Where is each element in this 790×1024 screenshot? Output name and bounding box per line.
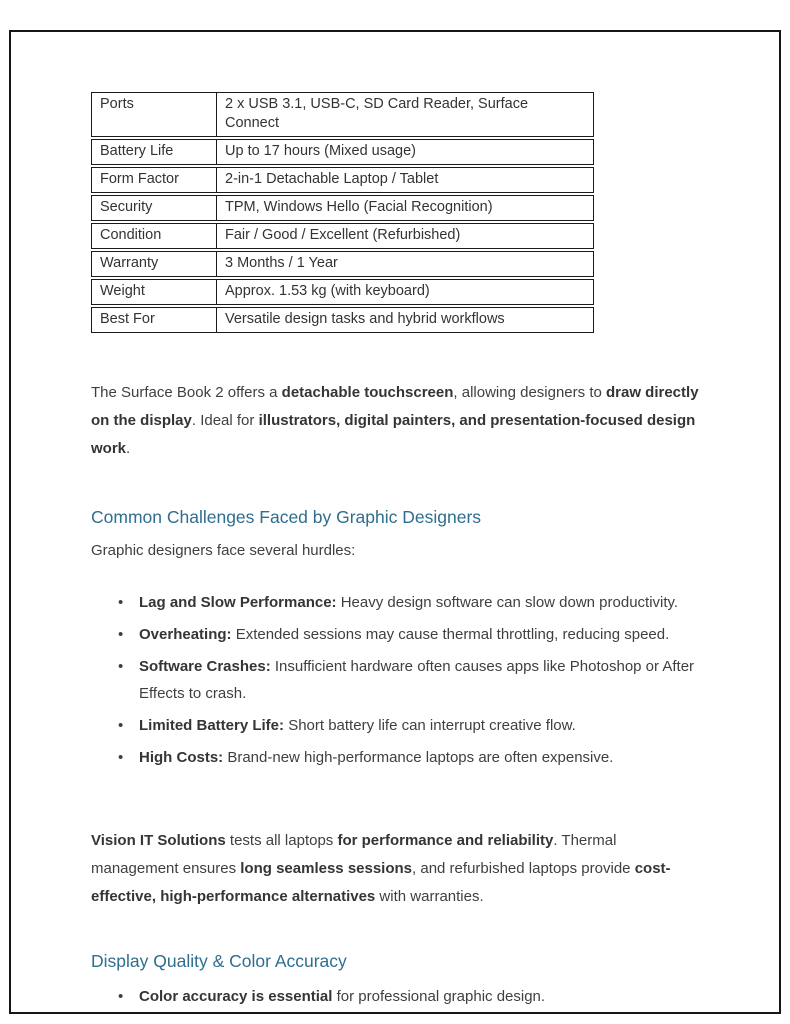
spec-value: Approx. 1.53 kg (with keyboard) xyxy=(217,279,594,305)
plain-text: Short battery life can interrupt creative flow. xyxy=(288,717,576,734)
spec-row xyxy=(91,167,594,193)
bullet-item xyxy=(139,653,699,707)
bullet-item xyxy=(139,712,699,739)
bold-text: Color accuracy is essential xyxy=(139,988,333,1005)
bold-text: long seamless sessions xyxy=(240,860,413,877)
bullet-item xyxy=(139,589,699,616)
spec-row xyxy=(91,92,594,137)
display-list xyxy=(91,983,699,1010)
display-heading: Display Quality & Color Accuracy xyxy=(91,951,347,971)
plain-text: . xyxy=(126,440,131,457)
bold-text: draw directly on the display xyxy=(91,384,699,429)
spec-row xyxy=(91,251,594,277)
spec-row xyxy=(91,195,594,221)
bullet-item xyxy=(139,744,699,771)
bold-text: for performance and reliability xyxy=(337,832,554,849)
bold-text: Vision IT Solutions xyxy=(91,832,226,849)
spec-table-body xyxy=(91,92,594,333)
plain-text: The Surface Book 2 offers a xyxy=(91,384,282,401)
spec-value: Fair / Good / Excellent (Refurbished) xyxy=(217,223,594,249)
plain-text: Extended sessions may cause thermal throttling, reducing speed. xyxy=(235,626,670,643)
bold-text: Overheating: xyxy=(139,626,236,643)
plain-text: . Ideal for xyxy=(191,412,259,429)
spec-label: Best For xyxy=(91,307,217,333)
bullet-item xyxy=(139,621,699,648)
plain-text: for professional graphic design. xyxy=(332,988,546,1005)
plain-text: , allowing designers to xyxy=(453,384,606,401)
spec-value: TPM, Windows Hello (Facial Recognition) xyxy=(217,195,594,221)
bullet-item xyxy=(139,983,699,1010)
challenges-heading: Common Challenges Faced by Graphic Designers xyxy=(91,507,482,527)
spec-label: Battery Life xyxy=(91,139,217,165)
plain-text: Insufficient hardware often causes apps like Photoshop or After Effects to crash. xyxy=(139,658,695,702)
spec-value: 3 Months / 1 Year xyxy=(217,251,594,277)
plain-text: Brand-new high-performance laptops are often expensive. xyxy=(227,749,614,766)
spec-table xyxy=(91,90,594,335)
spec-label: Warranty xyxy=(91,251,217,277)
spec-label: Security xyxy=(91,195,217,221)
spec-row xyxy=(91,307,594,333)
bold-text: illustrators, digital painters, and presentation-focused design work xyxy=(91,412,696,457)
plain-text: Heavy design software can slow down productivity. xyxy=(340,594,679,611)
spec-value: Up to 17 hours (Mixed usage) xyxy=(217,139,594,165)
vision-paragraph xyxy=(91,827,699,911)
spec-value: 2 x USB 3.1, USB-C, SD Card Reader, Surface Connect xyxy=(217,92,594,137)
spec-row xyxy=(91,279,594,305)
spec-row xyxy=(91,223,594,249)
plain-text: , and refurbished laptops provide xyxy=(412,860,635,877)
spec-value: 2-in-1 Detachable Laptop / Tablet xyxy=(217,167,594,193)
plain-text: tests all laptops xyxy=(225,832,338,849)
spec-label: Condition xyxy=(91,223,217,249)
intro-paragraph xyxy=(91,379,699,463)
spec-value: Versatile design tasks and hybrid workflows xyxy=(217,307,594,333)
spec-label: Ports xyxy=(91,92,217,137)
spec-label: Weight xyxy=(91,279,217,305)
spec-label: Form Factor xyxy=(91,167,217,193)
plain-text: . Thermal management ensures xyxy=(91,832,617,877)
challenges-lead: Graphic designers face several hurdles: xyxy=(91,542,356,559)
bold-text: Limited Battery Life: xyxy=(139,717,289,734)
bold-text: Software Crashes: xyxy=(139,658,275,675)
bold-text: detachable touchscreen xyxy=(281,384,454,401)
bold-text: Lag and Slow Performance: xyxy=(139,594,341,611)
bold-text: cost-effective, high-performance alternatives xyxy=(91,860,671,905)
challenges-list xyxy=(91,589,699,771)
plain-text: with warranties. xyxy=(375,888,484,905)
spec-row xyxy=(91,139,594,165)
document-page xyxy=(91,90,699,1015)
bold-text: High Costs: xyxy=(139,749,228,766)
